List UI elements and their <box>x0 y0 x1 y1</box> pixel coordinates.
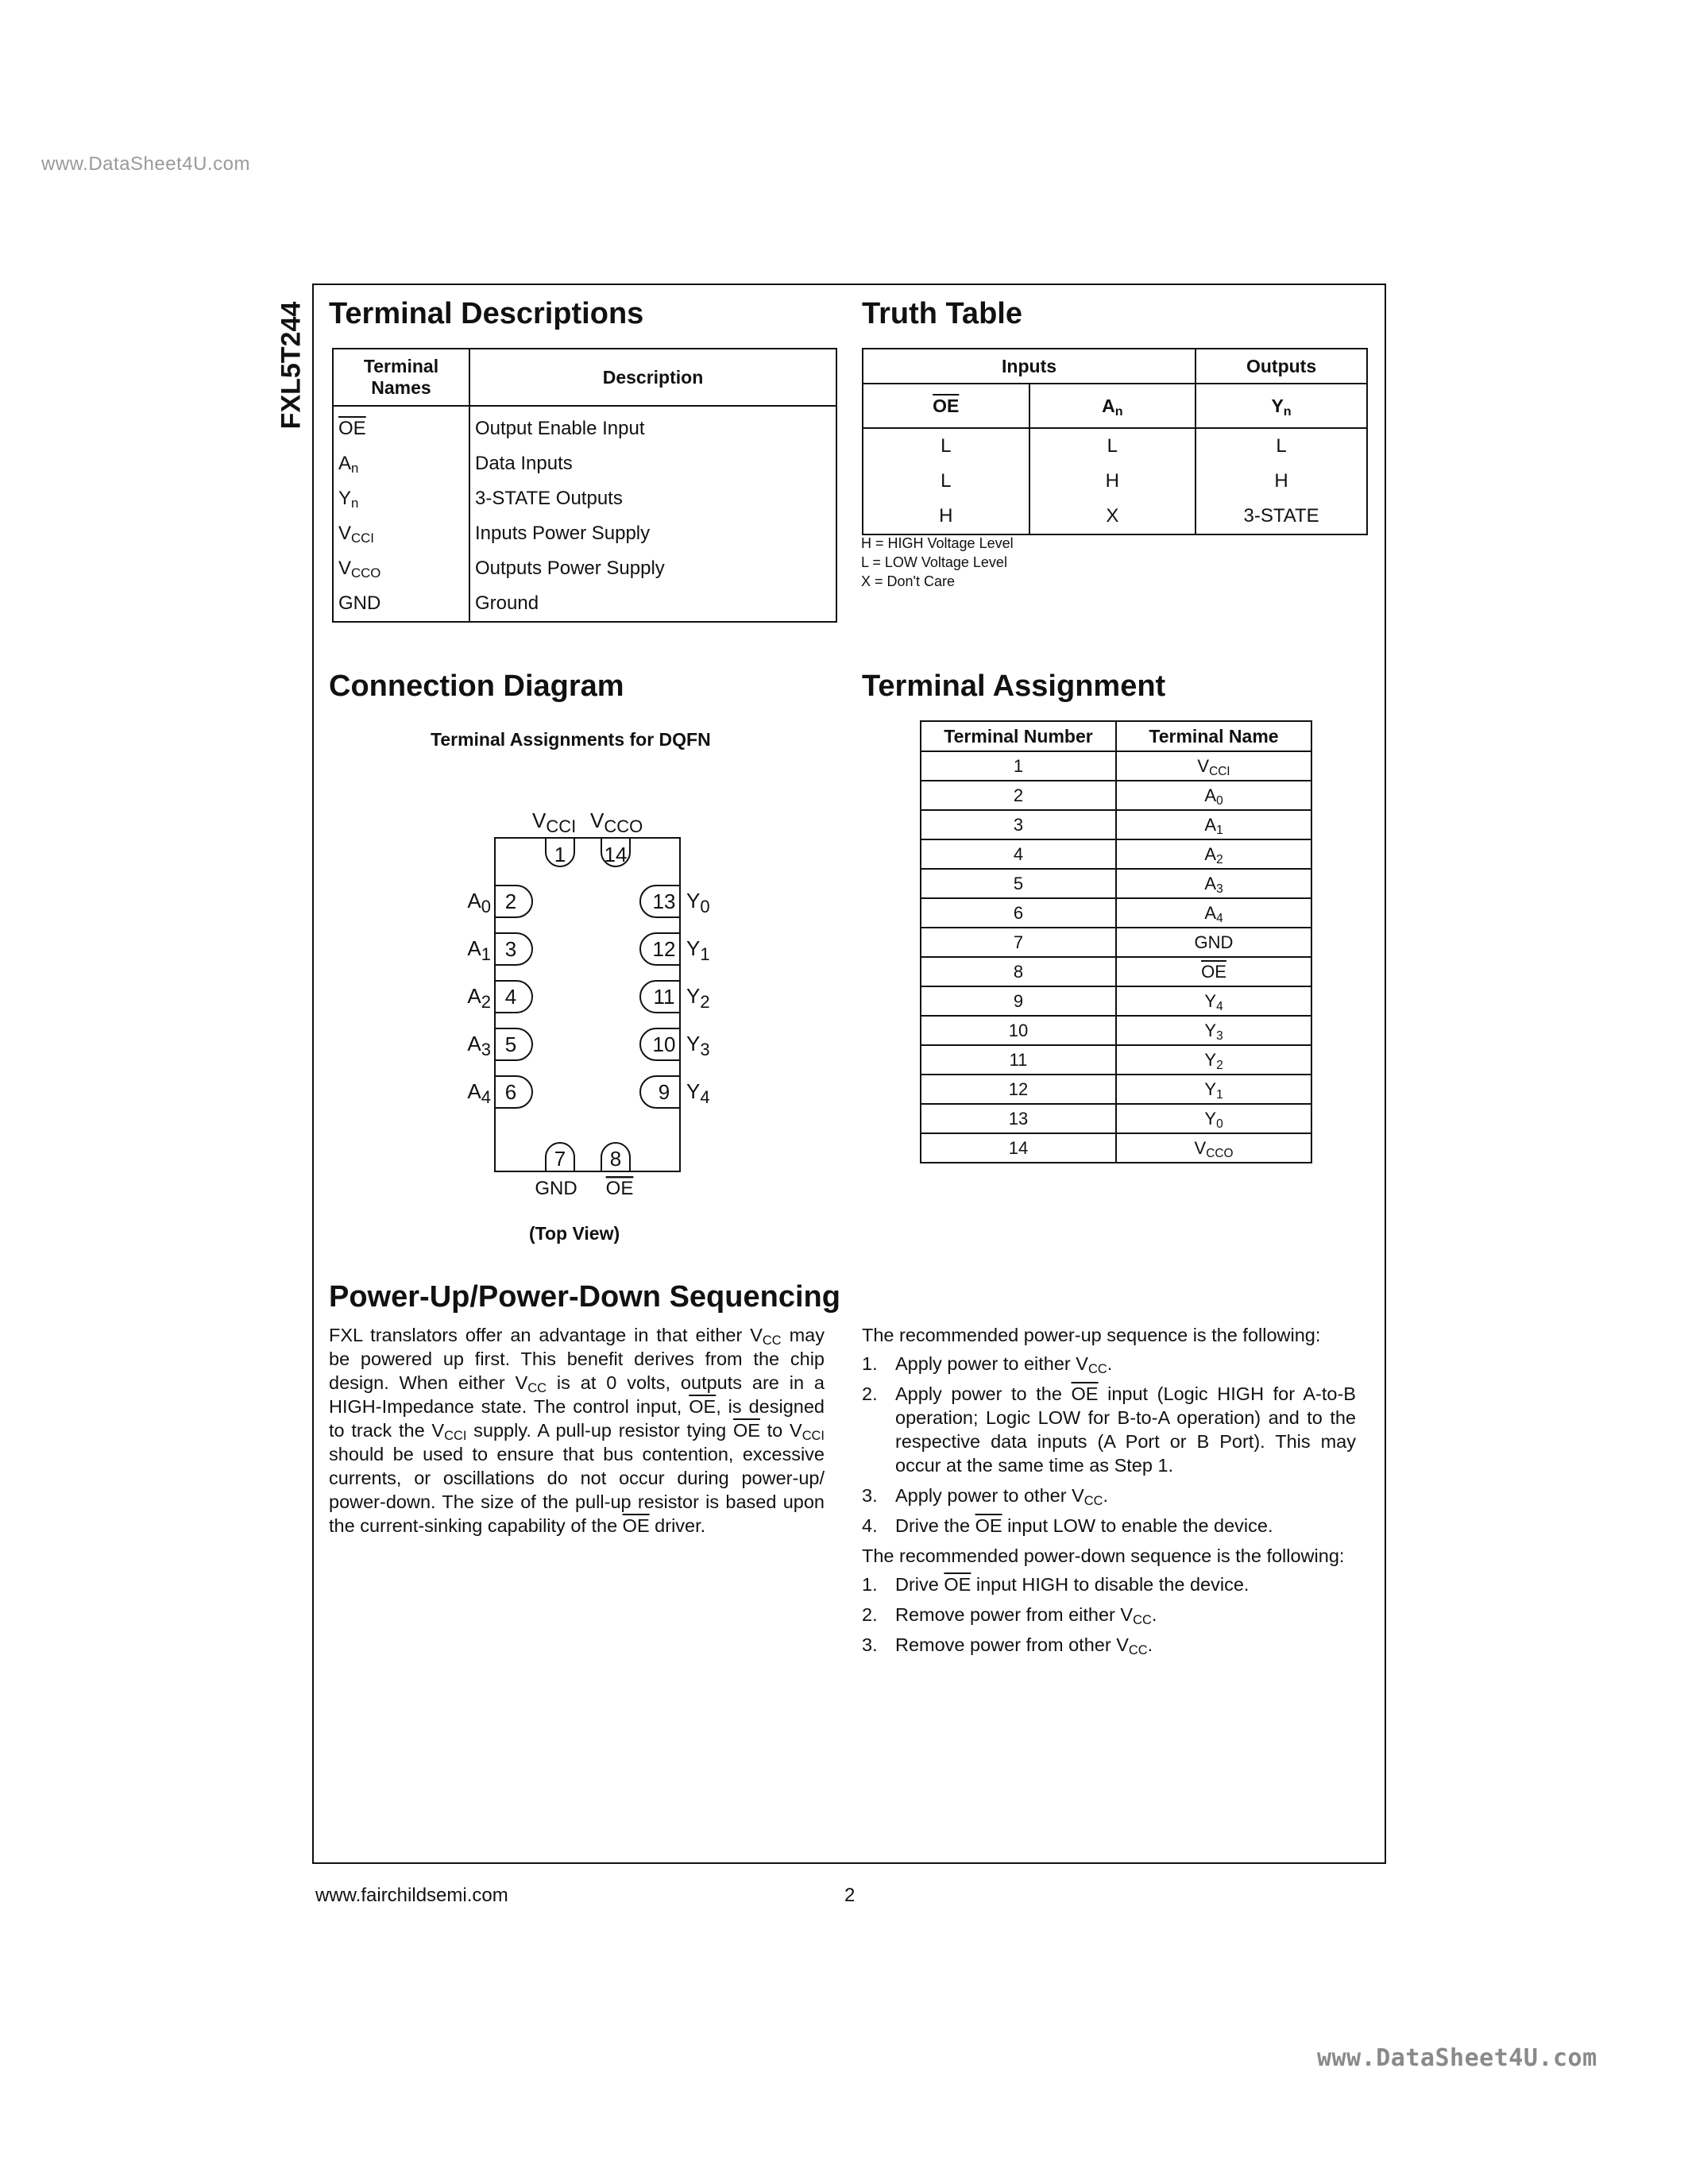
truth-cell: L <box>863 464 1029 499</box>
pin-number: 10 <box>652 1032 676 1056</box>
terminal-description: Data Inputs <box>475 453 573 474</box>
pin-label: $A_1$ <box>467 936 491 964</box>
assignment-row <box>921 986 1311 1016</box>
pin-number: 5 <box>504 1032 517 1056</box>
assignment-row <box>921 1016 1311 1045</box>
pin-number: 11 <box>653 985 675 1009</box>
terminal-name: $A_4$ <box>1116 898 1311 928</box>
terminal-name: $A_3$ <box>1116 869 1311 898</box>
terminal-number: 11 <box>921 1045 1116 1075</box>
pin-number: 6 <box>504 1080 517 1104</box>
pin-label: $V_{CCI}$ <box>532 808 577 836</box>
truth-cell: H <box>1029 464 1196 499</box>
terminal-number: 5 <box>921 869 1116 898</box>
terminal-name: $A_2$ <box>1116 839 1311 869</box>
assignment-row <box>921 751 1311 781</box>
note-low: L = LOW Voltage Level <box>861 554 1007 570</box>
pin-label: $Y_0$ <box>686 889 710 916</box>
watermark-bottom: www.DataSheet4U.com <box>1317 2044 1597 2072</box>
terminal-name: $Y_1$ <box>1116 1075 1311 1104</box>
truth-table-heading: Truth Table <box>862 297 1022 330</box>
terminal-row <box>333 551 836 586</box>
terminal-name: $Y_n$ <box>333 481 469 516</box>
terminal-name: $Y_4$ <box>1116 986 1311 1016</box>
terminal-name: $\overline{OE}$ <box>333 406 469 446</box>
outputs-group-header: Outputs <box>1196 349 1367 384</box>
terminal-number: 6 <box>921 898 1116 928</box>
terminal-description: Output Enable Input <box>475 418 645 439</box>
assignment-row <box>921 839 1311 869</box>
terminal-number: 8 <box>921 957 1116 986</box>
note-x: X = Don't Care <box>861 573 955 589</box>
pin-label: $V_{CCO}$ <box>590 808 643 836</box>
terminal-row <box>333 446 836 481</box>
terminal-assignment-heading: Terminal Assignment <box>862 669 1166 703</box>
terminal-row <box>333 586 836 622</box>
terminal-name: $A_n$ <box>333 446 469 481</box>
pin-label: $Y_1$ <box>686 936 710 964</box>
truth-table-notes <box>861 534 1014 591</box>
terminal-number: 10 <box>921 1016 1116 1045</box>
sequencing-heading: Power-Up/Power-Down Sequencing <box>329 1280 840 1314</box>
terminal-name: $A_1$ <box>1116 810 1311 839</box>
terminal-number: 13 <box>921 1104 1116 1133</box>
assignment-row <box>921 1133 1311 1163</box>
terminal-number: 1 <box>921 751 1116 781</box>
side-part-number: FXL5T244 <box>276 301 307 430</box>
terminal-number: 2 <box>921 781 1116 810</box>
inputs-group-header: Inputs <box>863 349 1196 384</box>
sequence-step: 3. Apply power to other $V_{CC}$. <box>862 1485 1109 1509</box>
sequencing-body: FXL translators offer an advantage in that either $V_{CC}$ may be powered up first. This benefit derives from the chip design. When either $V_{CC}$ is at 0 volts, outputs are in a HIGH-Impedance state. The control input, $\overline{OE}$, is designed to track the $V_{CCI}$ supply. A pull-up resistor tying $\overline{OE}$ to $V_{CCI}$ should be used to ensure that bus contention, excessive currents, or oscillations do not occur during power-up/ power-down. The size of the pull-up resistor is based upon the current-sinking capability of the $\overline{OE}$ driver. <box>329 1325 825 1536</box>
terminal-description: Ground <box>475 592 539 614</box>
connection-diagram-subtitle: Terminal Assignments for DQFN <box>431 729 711 750</box>
pin-label: $A_2$ <box>467 984 491 1012</box>
terminal-number: 14 <box>921 1133 1116 1163</box>
col-terminal-number: Terminal Number <box>921 721 1116 751</box>
connection-diagram-heading: Connection Diagram <box>329 669 624 703</box>
truth-row <box>863 499 1367 534</box>
pin-number: 7 <box>554 1147 566 1171</box>
terminal-name: $Y_0$ <box>1116 1104 1311 1133</box>
assignment-row <box>921 1075 1311 1104</box>
power-down-steps <box>862 1572 1356 1657</box>
pin-label: $A_3$ <box>467 1032 491 1059</box>
sequence-step: 3. Remove power from other $V_{CC}$. <box>862 1634 1153 1658</box>
top-view-label: (Top View) <box>529 1223 620 1244</box>
truth-cell: 3-STATE <box>1196 499 1367 534</box>
terminal-assignment-table <box>920 720 1312 1163</box>
terminal-number: 7 <box>921 928 1116 957</box>
terminal-descriptions-heading: Terminal Descriptions <box>329 297 644 330</box>
pin-number: 8 <box>609 1147 622 1171</box>
pin-number: 13 <box>652 889 676 913</box>
terminal-row <box>333 481 836 516</box>
power-up-steps <box>862 1352 1356 1538</box>
pin-number: 2 <box>504 889 517 913</box>
terminal-name: $V_{CCI}$ <box>1116 751 1311 781</box>
col-oe: $\overline{OE}$ <box>863 384 1029 428</box>
dqfn-package-diagram <box>445 802 710 1199</box>
col-yn: $Y_n$ <box>1196 384 1367 428</box>
pin-number: 9 <box>658 1080 670 1104</box>
terminal-name: $A_0$ <box>1116 781 1311 810</box>
sequence-step: 2. Apply power to the $\overline{OE}$ input (Logic HIGH for A-to-B operation; Logic LOW for B-to-A operation) and to the respective data inputs (A Port or B Port). This may occur at the same time as Step 1. <box>862 1383 1356 1476</box>
power-up-intro: The recommended power-up sequence is the following: <box>862 1325 1321 1345</box>
terminal-descriptions-table <box>332 348 837 623</box>
terminal-name: $V_{CCO}$ <box>1116 1133 1311 1163</box>
note-high: H = HIGH Voltage Level <box>861 535 1014 551</box>
truth-cell: L <box>1029 428 1196 464</box>
pin-number: 12 <box>652 937 676 961</box>
assignment-row <box>921 810 1311 839</box>
truth-row <box>863 464 1367 499</box>
truth-table <box>862 348 1368 535</box>
footer-page-number: 2 <box>844 1885 856 1906</box>
assignment-row <box>921 1045 1311 1075</box>
assignment-row <box>921 781 1311 810</box>
assignment-row <box>921 957 1311 986</box>
truth-cell: L <box>863 428 1029 464</box>
pin-label: $A_0$ <box>467 889 491 916</box>
terminal-name: $Y_3$ <box>1116 1016 1311 1045</box>
terminal-number: 3 <box>921 810 1116 839</box>
terminal-name: $\overline{OE}$ <box>1116 957 1311 986</box>
terminal-name: $V_{CCO}$ <box>333 551 469 586</box>
truth-cell: H <box>1196 464 1367 499</box>
pin-label: OE <box>605 1178 634 1199</box>
pin-number: 3 <box>504 937 517 961</box>
terminal-number: 12 <box>921 1075 1116 1104</box>
power-down-intro: The recommended power-down sequence is the following: <box>862 1545 1345 1566</box>
terminal-description: Outputs Power Supply <box>475 558 665 579</box>
truth-cell: X <box>1029 499 1196 534</box>
col-description: Description <box>469 349 836 406</box>
col-terminal-names: Terminal Names <box>333 349 469 406</box>
terminal-description: Inputs Power Supply <box>475 523 651 544</box>
assignment-row <box>921 1104 1311 1133</box>
footer-website: www.fairchildsemi.com <box>315 1885 508 1906</box>
watermark-top: www.DataSheet4U.com <box>41 153 250 175</box>
sequencing-steps <box>862 1323 1356 1663</box>
pin-label: $A_4$ <box>467 1079 491 1107</box>
pin-label: $Y_3$ <box>686 1032 710 1059</box>
terminal-row <box>333 406 836 446</box>
terminal-number: 9 <box>921 986 1116 1016</box>
assignment-row <box>921 928 1311 957</box>
pin-label: GND <box>535 1178 577 1199</box>
terminal-number: 4 <box>921 839 1116 869</box>
truth-cell: L <box>1196 428 1367 464</box>
package-body <box>495 838 680 1171</box>
truth-cell: H <box>863 499 1029 534</box>
terminal-name: GND <box>1116 928 1311 957</box>
terminal-description: 3-STATE Outputs <box>475 488 623 509</box>
col-terminal-name: Terminal Name <box>1116 721 1311 751</box>
terminal-name: $V_{CCI}$ <box>333 516 469 551</box>
col-an: $A_n$ <box>1029 384 1196 428</box>
terminal-name: $Y_2$ <box>1116 1045 1311 1075</box>
pin-label: $Y_4$ <box>686 1079 710 1107</box>
pin-number: 4 <box>504 985 517 1009</box>
sequence-step: 1. Apply power to either $V_{CC}$. <box>862 1353 1113 1377</box>
pin-number: 14 <box>604 843 628 866</box>
sequence-step: 2. Remove power from either $V_{CC}$. <box>862 1604 1157 1628</box>
terminal-name: GND <box>333 586 469 622</box>
sequence-step: 4. Drive the $\overline{OE}$ input LOW to enable the device. <box>862 1515 1273 1536</box>
terminal-row <box>333 516 836 551</box>
sequence-step: 1. Drive $\overline{OE}$ input HIGH to disable the device. <box>862 1574 1250 1595</box>
pin-number: 1 <box>554 843 566 866</box>
assignment-row <box>921 898 1311 928</box>
assignment-row <box>921 869 1311 898</box>
pin-label: $Y_2$ <box>686 984 710 1012</box>
truth-row <box>863 428 1367 464</box>
